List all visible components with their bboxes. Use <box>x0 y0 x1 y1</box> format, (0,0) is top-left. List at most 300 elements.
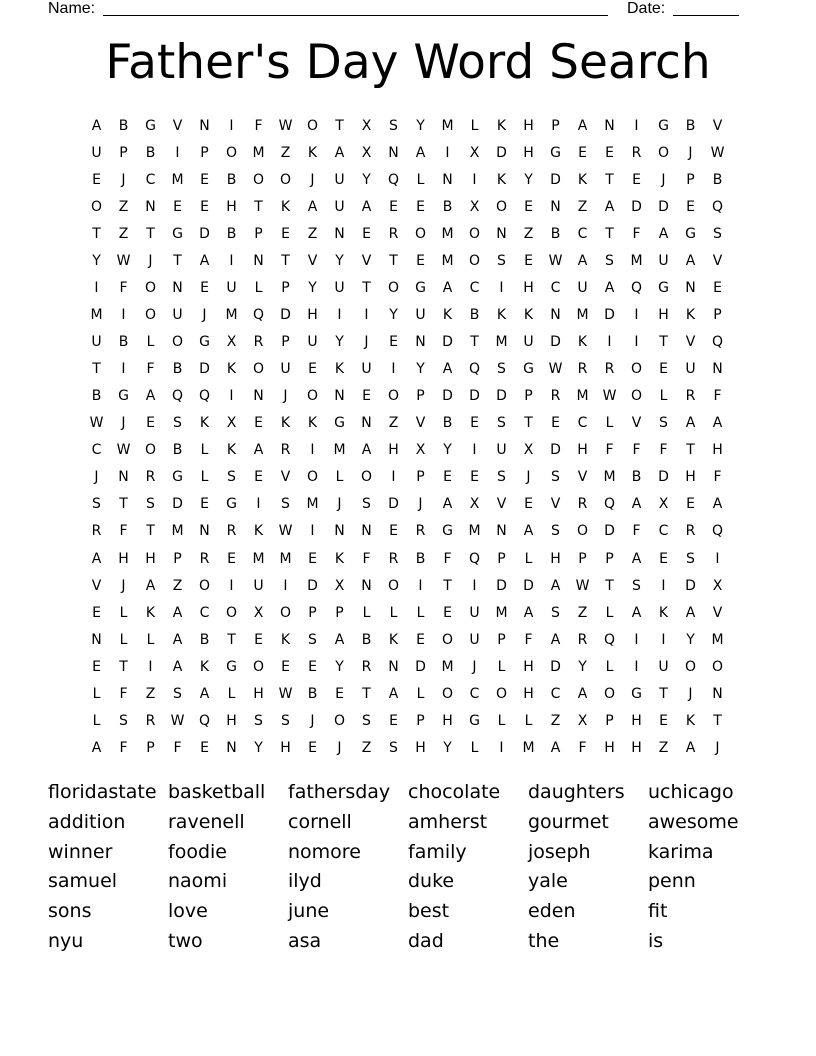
grid-letter: D <box>523 577 534 594</box>
name-date-header <box>48 0 748 20</box>
word-list-item: samuel <box>48 870 118 893</box>
grid-letter: N <box>199 523 210 540</box>
grid-letter: D <box>388 496 399 513</box>
grid-letter: Z <box>550 712 561 729</box>
grid-letter: D <box>280 307 291 324</box>
grid-letter: I <box>310 442 315 459</box>
grid-letter: S <box>551 604 560 621</box>
grid-letter: K <box>280 631 291 648</box>
grid-letter: M <box>225 307 238 324</box>
grid-letter: A <box>523 523 534 540</box>
grid-letter: C <box>145 172 156 189</box>
grid-letter: M <box>522 739 535 756</box>
grid-letter: E <box>173 199 182 216</box>
grid-letter: M <box>630 253 643 270</box>
word-list-item: fathersday <box>288 781 391 803</box>
grid-letter: G <box>523 361 534 378</box>
grid-letter: S <box>551 523 560 540</box>
grid-letter: Q <box>171 388 184 405</box>
grid-letter: B <box>118 118 129 134</box>
grid-letter: G <box>145 118 156 134</box>
grid-letter: R <box>685 523 696 540</box>
grid-letter: V <box>550 496 561 513</box>
grid-letter: R <box>577 631 588 648</box>
grid-letter: A <box>145 388 156 405</box>
grid-letter: A <box>415 145 426 162</box>
word-list-item: karima <box>648 840 714 863</box>
grid-letter: A <box>199 253 210 270</box>
word-list-item: amherst <box>408 810 488 833</box>
grid-letter: S <box>686 550 695 567</box>
grid-letter: F <box>632 523 641 540</box>
grid-letter: D <box>685 577 696 594</box>
grid-letter: E <box>659 361 668 378</box>
grid-letter: J <box>337 739 342 756</box>
grid-letter: G <box>172 469 183 486</box>
word-list-item: addition <box>48 810 126 833</box>
grid-letter: O <box>468 253 481 270</box>
grid-letter: X <box>577 712 588 729</box>
grid-letter: B <box>172 442 183 459</box>
grid-letter: N <box>91 631 102 648</box>
grid-letter: J <box>688 685 693 702</box>
grid-letter: A <box>523 604 534 621</box>
word-list-item: winner <box>48 840 113 863</box>
word-list-item: love <box>168 900 208 923</box>
grid-letter: X <box>226 415 237 432</box>
grid-letter: T <box>335 118 344 134</box>
grid-letter: S <box>281 496 290 513</box>
grid-letter: D <box>442 334 453 351</box>
grid-letter: A <box>577 253 588 270</box>
grid-letter: L <box>416 604 425 621</box>
grid-letter: A <box>550 739 561 756</box>
grid-letter: N <box>226 739 237 756</box>
grid-letter: K <box>280 415 291 432</box>
grid-letter: S <box>254 712 263 729</box>
grid-letter: I <box>175 145 180 162</box>
grid-letter: W <box>278 118 293 134</box>
grid-letter: E <box>713 280 722 297</box>
grid-letter: L <box>362 604 371 621</box>
grid-letter: K <box>658 604 669 621</box>
grid-letter: Z <box>280 145 291 162</box>
grid-letter: B <box>631 469 642 486</box>
grid-letter: I <box>229 577 234 594</box>
grid-letter: M <box>441 226 454 243</box>
grid-letter: E <box>605 145 614 162</box>
grid-letter: D <box>631 199 642 216</box>
grid-letter: S <box>362 496 371 513</box>
grid-letter: O <box>306 388 319 405</box>
grid-letter: U <box>523 334 534 351</box>
grid-letter: E <box>308 739 317 756</box>
grid-letter: E <box>524 496 533 513</box>
grid-letter: Y <box>578 658 587 675</box>
grid-letter: L <box>605 658 614 675</box>
word-list-item: sons <box>48 900 92 923</box>
grid-letter: W <box>89 415 104 432</box>
grid-letter: H <box>307 307 318 324</box>
grid-letter: K <box>388 631 399 648</box>
grid-letter: D <box>658 199 669 216</box>
grid-letter: M <box>495 334 508 351</box>
grid-letter: L <box>146 334 155 351</box>
word-list-item: basketball <box>168 781 266 803</box>
grid-letter: X <box>469 496 480 513</box>
grid-letter: H <box>604 739 615 756</box>
grid-letter: A <box>550 631 561 648</box>
grid-letter: P <box>713 307 722 324</box>
grid-letter: H <box>280 739 291 756</box>
grid-letter: I <box>634 118 639 134</box>
grid-letter: A <box>442 361 453 378</box>
grid-letter: O <box>90 199 103 216</box>
grid-letter: C <box>577 226 588 243</box>
grid-letter: Q <box>603 496 616 513</box>
grid-letter: F <box>119 685 128 702</box>
grid-letter: Q <box>711 199 724 216</box>
grid-letter: A <box>172 631 183 648</box>
grid-letter: L <box>92 685 101 702</box>
grid-letter: M <box>576 307 589 324</box>
grid-letter: P <box>146 739 155 756</box>
grid-letter: O <box>441 631 454 648</box>
grid-letter: T <box>470 334 479 351</box>
grid-letter: J <box>715 739 720 756</box>
grid-letter: C <box>469 685 480 702</box>
grid-letter: O <box>225 604 238 621</box>
word-list-item: fit <box>648 900 668 923</box>
grid-letter: E <box>470 469 479 486</box>
grid-letter: N <box>361 415 372 432</box>
grid-letter: S <box>605 253 614 270</box>
grid-letter: B <box>307 685 318 702</box>
grid-letter: Q <box>711 334 724 351</box>
grid-letter: V <box>631 415 642 432</box>
grid-letter: K <box>145 604 156 621</box>
grid-letter: T <box>146 226 155 243</box>
grid-letter: A <box>172 658 183 675</box>
grid-letter: A <box>685 415 696 432</box>
grid-letter: K <box>253 523 264 540</box>
grid-letter: I <box>310 523 315 540</box>
word-list-item: joseph <box>528 840 591 863</box>
grid-letter: P <box>605 550 614 567</box>
grid-letter: U <box>307 334 318 351</box>
grid-letter: U <box>334 280 345 297</box>
grid-letter: V <box>307 253 318 270</box>
grid-letter: R <box>577 361 588 378</box>
grid-letter: R <box>91 523 102 540</box>
grid-letter: A <box>388 685 399 702</box>
grid-letter: H <box>523 685 534 702</box>
grid-letter: O <box>630 388 643 405</box>
grid-letter: H <box>631 712 642 729</box>
word-list-item: uchicago <box>648 781 734 803</box>
grid-letter: R <box>361 658 372 675</box>
grid-letter: A <box>442 280 453 297</box>
grid-letter: B <box>91 388 102 405</box>
grid-letter: I <box>472 577 477 594</box>
grid-letter: T <box>227 631 236 648</box>
word-list-item: duke <box>408 870 455 893</box>
grid-letter: A <box>658 226 669 243</box>
grid-letter: N <box>118 469 129 486</box>
grid-letter: O <box>576 523 589 540</box>
grid-letter: I <box>229 118 234 134</box>
grid-letter: U <box>280 361 291 378</box>
grid-letter: E <box>200 496 209 513</box>
grid-letter: I <box>121 307 126 324</box>
name-blank-line <box>103 15 608 16</box>
grid-letter: U <box>253 577 264 594</box>
grid-letter: B <box>442 415 453 432</box>
grid-letter: F <box>632 442 641 459</box>
grid-letter: E <box>308 550 317 567</box>
grid-letter: P <box>173 550 182 567</box>
grid-letter: L <box>470 739 479 756</box>
grid-letter: F <box>119 739 128 756</box>
grid-letter: T <box>389 253 398 270</box>
grid-letter: E <box>686 199 695 216</box>
grid-letter: O <box>603 685 616 702</box>
grid-letter: X <box>415 442 426 459</box>
word-list-item: june <box>288 900 330 923</box>
grid-letter: L <box>254 280 263 297</box>
grid-letter: D <box>550 658 561 675</box>
grid-letter: N <box>550 199 561 216</box>
grid-letter: A <box>577 685 588 702</box>
grid-letter: J <box>121 415 126 432</box>
grid-letter: Z <box>658 739 669 756</box>
grid-letter: K <box>523 307 534 324</box>
grid-letter: M <box>252 145 265 162</box>
grid-letter: L <box>146 631 155 648</box>
grid-letter: K <box>685 307 696 324</box>
grid-letter: Y <box>92 253 101 270</box>
grid-letter: D <box>496 145 507 162</box>
grid-letter: L <box>605 415 614 432</box>
grid-letter: T <box>92 226 101 243</box>
grid-letter: U <box>415 307 426 324</box>
grid-letter: T <box>443 577 452 594</box>
grid-letter: L <box>416 685 425 702</box>
grid-letter: Z <box>577 604 588 621</box>
grid-letter: T <box>119 658 128 675</box>
grid-letter: V <box>577 469 588 486</box>
grid-letter: I <box>391 469 396 486</box>
grid-letter: N <box>334 388 345 405</box>
grid-letter: T <box>362 685 371 702</box>
grid-letter: C <box>577 415 588 432</box>
grid-letter: O <box>387 388 400 405</box>
grid-letter: R <box>253 334 264 351</box>
grid-letter: G <box>469 712 480 729</box>
grid-letter: N <box>253 388 264 405</box>
grid-letter: N <box>604 118 615 134</box>
grid-letter: F <box>578 739 587 756</box>
grid-letter: E <box>524 253 533 270</box>
grid-letter: N <box>145 199 156 216</box>
grid-letter: E <box>416 253 425 270</box>
grid-letter: L <box>470 118 479 134</box>
grid-letter: V <box>712 604 723 621</box>
grid-letter: A <box>712 496 723 513</box>
grid-letter: A <box>334 631 345 648</box>
grid-letter: S <box>389 118 398 134</box>
grid-letter: P <box>308 604 317 621</box>
grid-letter: R <box>415 523 426 540</box>
grid-letter: U <box>577 280 588 297</box>
grid-letter: O <box>252 361 265 378</box>
grid-letter: L <box>119 604 128 621</box>
grid-letter: S <box>119 712 128 729</box>
grid-letter: I <box>634 631 639 648</box>
grid-letter: T <box>686 442 695 459</box>
grid-letter: S <box>497 361 506 378</box>
grid-letter: D <box>199 361 210 378</box>
grid-letter: L <box>389 604 398 621</box>
grid-letter: P <box>335 604 344 621</box>
grid-letter: K <box>199 658 210 675</box>
grid-letter: B <box>712 172 723 189</box>
grid-letter: N <box>361 523 372 540</box>
grid-letter: M <box>171 523 184 540</box>
grid-letter: H <box>550 550 561 567</box>
grid-letter: I <box>94 280 99 297</box>
grid-letter: G <box>118 388 129 405</box>
grid-letter: P <box>281 334 290 351</box>
grid-letter: I <box>391 361 396 378</box>
grid-letter: R <box>199 550 210 567</box>
grid-letter: M <box>576 388 589 405</box>
grid-letter: A <box>631 604 642 621</box>
grid-letter: P <box>497 550 506 567</box>
grid-letter: V <box>685 334 696 351</box>
grid-letter: O <box>252 658 265 675</box>
grid-letter: O <box>225 145 238 162</box>
grid-letter: P <box>416 388 425 405</box>
grid-letter: M <box>306 496 319 513</box>
word-list-item: chocolate <box>408 781 501 803</box>
word-list-item: daughters <box>528 781 625 803</box>
grid-letter: A <box>712 415 723 432</box>
grid-letter: K <box>577 334 588 351</box>
grid-letter: R <box>145 469 156 486</box>
grid-letter: G <box>334 415 345 432</box>
grid-letter: R <box>280 442 291 459</box>
grid-letter: U <box>685 361 696 378</box>
grid-letter: F <box>605 442 614 459</box>
grid-letter: V <box>361 253 372 270</box>
grid-letter: I <box>634 658 639 675</box>
grid-letter: J <box>283 388 288 405</box>
grid-letter: R <box>685 388 696 405</box>
grid-letter: S <box>281 712 290 729</box>
grid-letter: K <box>307 415 318 432</box>
grid-letter: F <box>713 388 722 405</box>
grid-letter: Y <box>443 442 452 459</box>
grid-letter: I <box>499 739 504 756</box>
word-list-item: naomi <box>168 870 228 893</box>
grid-letter: E <box>281 658 290 675</box>
grid-letter: L <box>524 712 533 729</box>
grid-letter: B <box>199 631 210 648</box>
grid-letter: B <box>226 226 237 243</box>
grid-letter: C <box>658 523 669 540</box>
grid-letter: W <box>548 361 563 378</box>
grid-letter: F <box>119 523 128 540</box>
grid-letter: U <box>91 145 102 162</box>
grid-letter: S <box>659 415 668 432</box>
grid-letter: B <box>685 118 696 134</box>
word-list-item: is <box>648 929 664 952</box>
grid-letter: U <box>658 253 669 270</box>
grid-letter: Y <box>416 361 425 378</box>
grid-letter: M <box>333 442 346 459</box>
grid-letter: Q <box>387 172 400 189</box>
grid-letter: J <box>202 307 207 324</box>
word-list-item: penn <box>648 870 696 893</box>
grid-letter: E <box>362 388 371 405</box>
grid-letter: T <box>605 577 614 594</box>
grid-letter: Y <box>335 334 344 351</box>
grid-letter: H <box>253 685 264 702</box>
grid-letter: D <box>604 523 615 540</box>
grid-letter: O <box>711 658 724 675</box>
grid-letter: A <box>442 496 453 513</box>
grid-letter: N <box>712 685 723 702</box>
grid-letter: P <box>686 172 695 189</box>
word-list-item: best <box>408 900 450 923</box>
word-list <box>48 778 768 957</box>
grid-letter: K <box>496 307 507 324</box>
word-list-item: nyu <box>48 929 84 952</box>
grid-letter: I <box>364 307 369 324</box>
grid-letter: O <box>144 442 157 459</box>
grid-letter: Z <box>172 577 183 594</box>
grid-letter: N <box>388 145 399 162</box>
grid-letter: B <box>172 361 183 378</box>
grid-letter: D <box>550 172 561 189</box>
grid-letter: J <box>418 496 423 513</box>
grid-letter: J <box>472 658 477 675</box>
grid-letter: U <box>496 442 507 459</box>
grid-letter: Q <box>630 280 643 297</box>
grid-letter: E <box>470 415 479 432</box>
grid-letter: I <box>499 280 504 297</box>
grid-letter: I <box>661 577 666 594</box>
grid-letter: D <box>199 226 210 243</box>
grid-letter: T <box>254 199 263 216</box>
grid-letter: S <box>713 226 722 243</box>
grid-letter: J <box>121 172 126 189</box>
grid-letter: F <box>146 361 155 378</box>
grid-letter: Y <box>308 280 317 297</box>
word-list-item: cornell <box>288 810 352 833</box>
grid-letter: N <box>496 523 507 540</box>
grid-letter: R <box>604 361 615 378</box>
grid-letter: P <box>551 118 560 134</box>
grid-letter: S <box>362 712 371 729</box>
grid-letter: G <box>442 523 453 540</box>
grid-letter: G <box>199 334 210 351</box>
grid-letter: W <box>278 523 293 540</box>
grid-letter: J <box>94 469 99 486</box>
grid-letter: N <box>334 523 345 540</box>
grid-letter: R <box>550 388 561 405</box>
